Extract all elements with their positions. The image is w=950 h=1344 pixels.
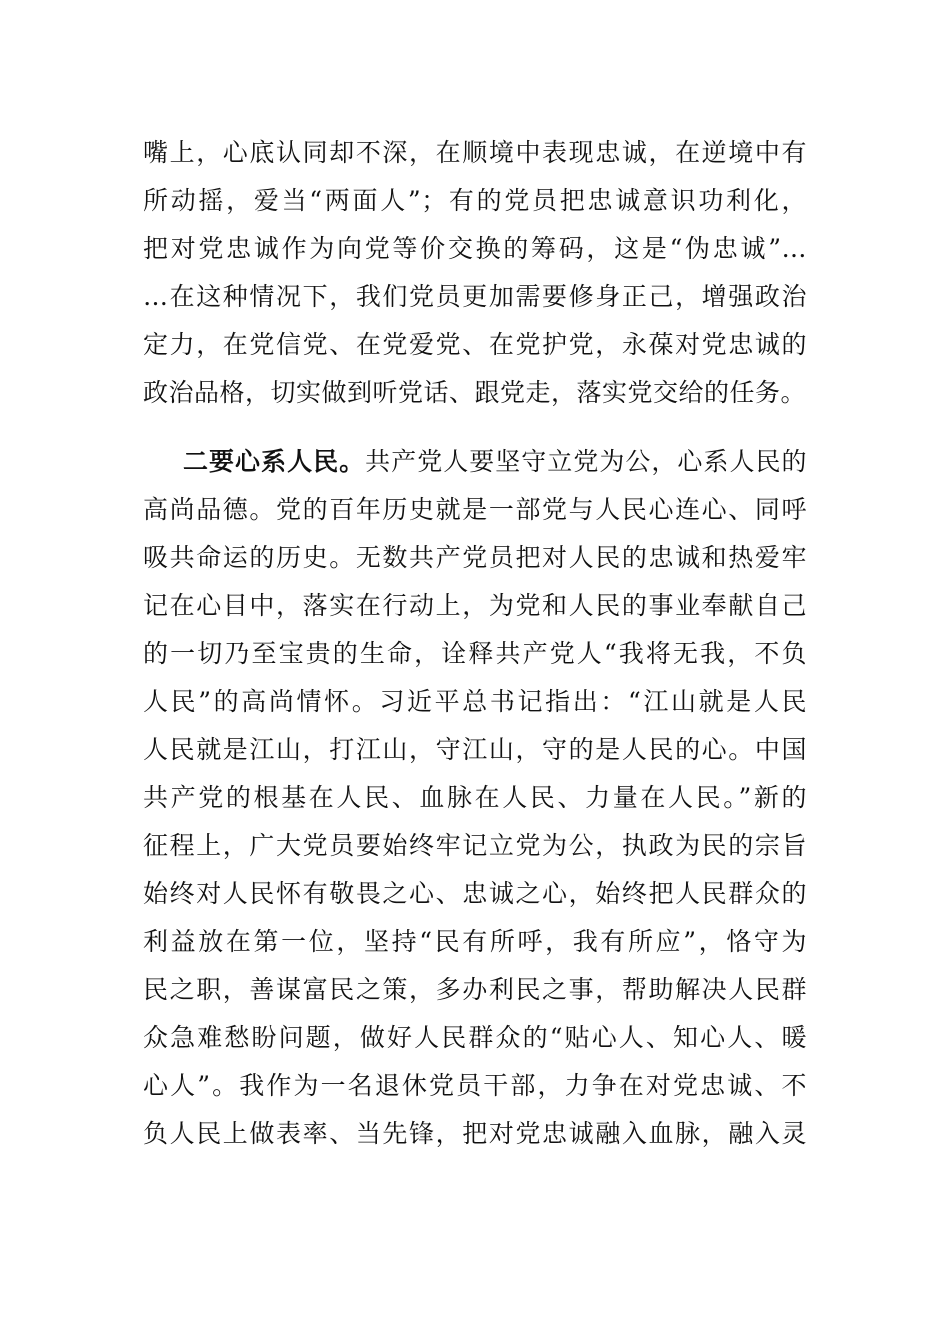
paragraph2-line-7: 人民就是江山，打江山，守江山，守的是人民的心。中国 bbox=[143, 735, 807, 764]
paragraph1-line-4: …在这种情况下，我们党员更加需要修身正己，增强政治 bbox=[143, 282, 807, 311]
paragraph2-line-3: 吸共命运的历史。无数共产党员把对人民的忠诚和热爱牢 bbox=[143, 543, 807, 572]
paragraph2-line-4: 记在心目中，落实在行动上，为党和人民的事业奉献自己 bbox=[143, 591, 807, 620]
paragraph2-line-10: 始终对人民怀有敬畏之心、忠诚之心，始终把人民群众的 bbox=[143, 879, 807, 908]
paragraph2-line-8: 共产党的根基在人民、血脉在人民、力量在人民。”新的 bbox=[143, 783, 807, 812]
paragraph1-line-5: 定力，在党信党、在党爱党、在党护党，永葆对党忠诚的 bbox=[143, 330, 807, 359]
paragraph1-line-2: 所动摇，爱当“两面人”；有的党员把忠诚意识功利化， bbox=[143, 186, 807, 215]
paragraph2-line-15: 负人民上做表率、当先锋，把对党忠诚融入血脉，融入灵 bbox=[143, 1119, 807, 1148]
paragraph2-lead-heading: 二要心系人民。 bbox=[183, 447, 366, 476]
paragraph2-line-13: 众急难愁盼问题，做好人民群众的“贴心人、知心人、暖 bbox=[143, 1023, 807, 1052]
paragraph2-line-11: 利益放在第一位，坚持“民有所呼，我有所应”，恪守为 bbox=[143, 927, 807, 956]
paragraph2-line-2: 高尚品德。党的百年历史就是一部党与人民心连心、同呼 bbox=[143, 495, 807, 524]
paragraph2-first-line-text: 共产党人要坚守立党为公，心系人民的 bbox=[365, 447, 807, 476]
paragraph1-line-6: 政治品格，切实做到听党话、跟党走，落实党交给的任务。 bbox=[143, 378, 807, 407]
paragraph2-first-line bbox=[183, 442, 807, 482]
paragraph2-line-12: 民之职，善谋富民之策，多办利民之事，帮助解决人民群 bbox=[143, 975, 807, 1004]
paragraph2-line-9: 征程上，广大党员要始终牢记立党为公，执政为民的宗旨 bbox=[143, 831, 807, 860]
paragraph2-line-14: 心人”。我作为一名退休党员干部，力争在对党忠诚、不 bbox=[143, 1071, 807, 1100]
paragraph2-line-5: 的一切乃至宝贵的生命，诠释共产党人“我将无我，不负 bbox=[143, 639, 807, 668]
paragraph1-line-1: 嘴上，心底认同却不深，在顺境中表现忠诚，在逆境中有 bbox=[143, 138, 807, 167]
paragraph2-line-6: 人民”的高尚情怀。习近平总书记指出：“江山就是人民 bbox=[143, 687, 807, 716]
paragraph1-line-3: 把对党忠诚作为向党等价交换的筹码，这是“伪忠诚”… bbox=[143, 234, 807, 263]
